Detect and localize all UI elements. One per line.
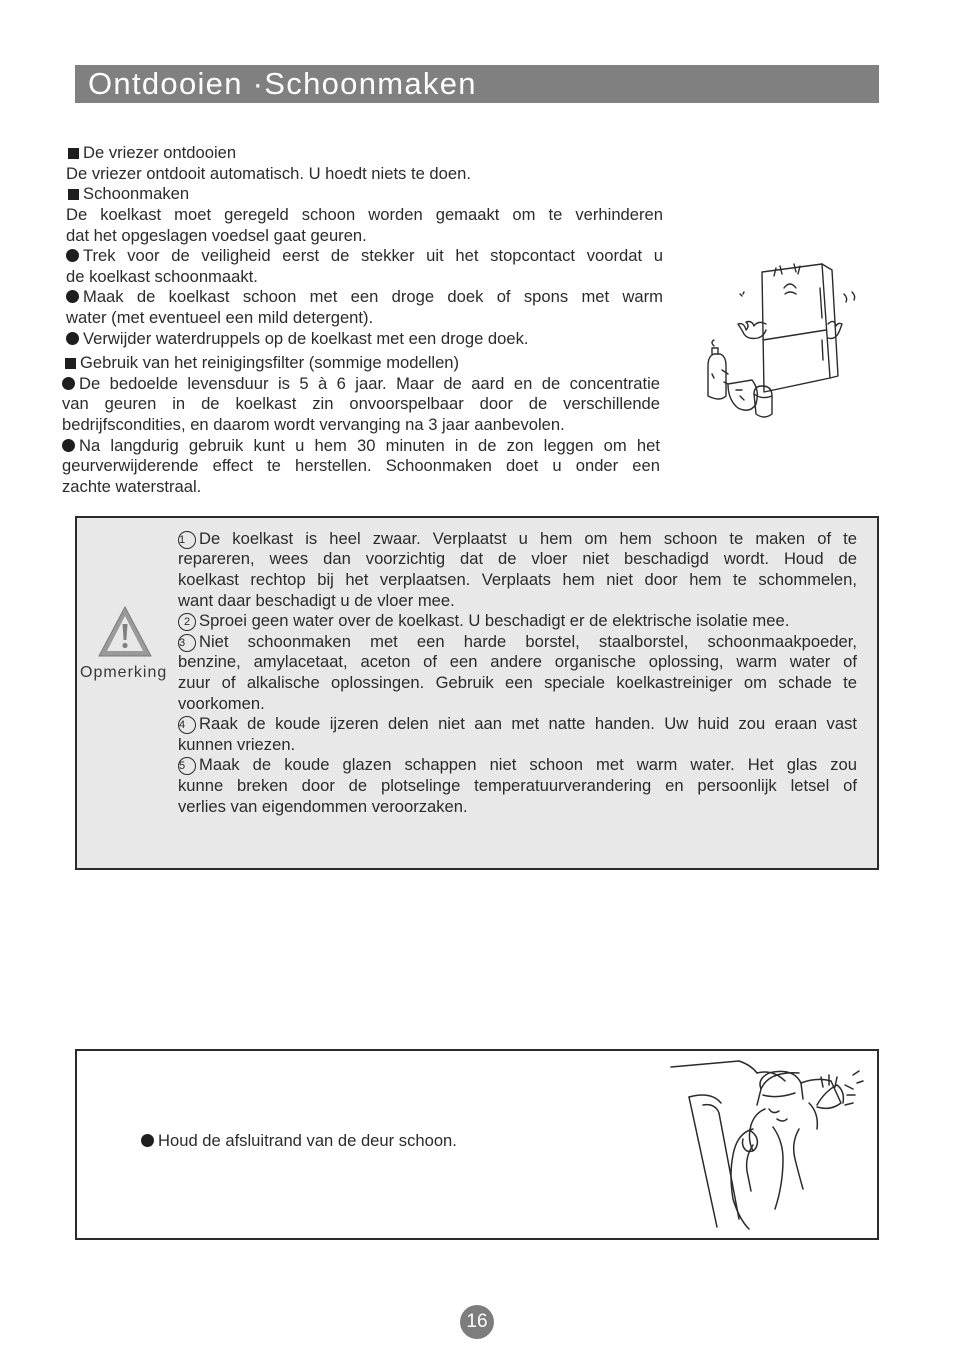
round-bullet-icon [62, 377, 75, 390]
filter-heading: Gebruik van het reinigingsfilter (sommige modellen) [65, 353, 459, 374]
circled-number-2: 2 [178, 613, 196, 631]
warning-item-3-line-3: zuur of alkalische oplossingen. Gebruik een speciale koelkastreiniger om schade te [178, 673, 857, 692]
warning-item-5-line-1: 5 Maak de koude glazen schappen niet schoon met warm water. Het glas zou [179, 755, 857, 774]
round-bullet-icon [66, 290, 79, 303]
filter-bullet-2-line-3: zachte waterstraal. [62, 477, 202, 496]
clean-bullet-1-line-1: Trek voor de veiligheid eerst de stekker uit het stopcontact voordat u [66, 246, 663, 267]
clean-intro-2: dat het opgeslagen voedsel gaat geuren. [66, 226, 367, 245]
clean-bullet-3: Verwijder waterdruppels op de koelkast met een droge doek. [66, 329, 529, 350]
filter-bullet-1-line-3: bedrijfscondities, en daarom wordt vervanging na 3 jaar aanbevolen. [62, 415, 565, 434]
round-bullet-icon [66, 249, 79, 262]
warning-item-4-line-2: kunnen vriezen. [178, 735, 296, 754]
warning-item-1-line-1: 1 De koelkast is heel zwaar. Verplaatst u hem om hem schoon te maken of te [179, 529, 857, 548]
warning-item-3-line-1: 3 Niet schoonmaken met een harde borstel, staalborstel, schoonmaakpoeder, [179, 632, 857, 651]
circled-number-5: 5 [178, 757, 196, 775]
circled-number-3: 3 [178, 634, 196, 652]
warning-label: Opmerking [80, 664, 168, 681]
warning-item-1-line-2: repareren, wees dan voorzichtig dat de vloer niet beschadigd wordt. Houd de [178, 549, 857, 568]
warning-item-3-line-2: benzine, amylacetaat, aceton of een andere organische oplossing, warm water of [178, 652, 857, 671]
defrost-heading: De vriezer ontdooien [68, 143, 236, 164]
circled-number-1: 1 [178, 531, 196, 549]
door-seal-box [75, 1049, 879, 1240]
door-seal-cleaning-illustration [669, 1059, 869, 1231]
warning-triangle-icon [97, 604, 153, 660]
door-seal-text: Houd de afsluitrand van de deur schoon. [141, 1131, 457, 1152]
clean-bullet-2-line-1: Maak de koelkast schoon met een droge doek of spons met warm [66, 287, 663, 308]
square-bullet-icon [65, 358, 76, 369]
warning-item-3-line-4: voorkomen. [178, 694, 265, 713]
round-bullet-icon [141, 1134, 154, 1147]
square-bullet-icon [68, 189, 79, 200]
defrost-text: De vriezer ontdooit automatisch. U hoedt niets te doen. [66, 164, 471, 183]
clean-heading: Schoonmaken [68, 184, 189, 205]
square-bullet-icon [68, 148, 79, 159]
warning-box [75, 516, 879, 870]
warning-item-2-line-1: 2 Sproei geen water over de koelkast. U beschadigt er de elektrische isolatie mee. [178, 611, 789, 632]
filter-bullet-2-line-2: geurverwijderende effect te herstellen. Schoonmaken doet u onder een [62, 456, 660, 475]
page-number: 16 [460, 1305, 494, 1339]
filter-bullet-1-line-1: De bedoelde levensduur is 5 à 6 jaar. Maar de aard en de concentratie [62, 374, 660, 395]
round-bullet-icon [62, 439, 75, 452]
clean-bullet-2-line-2: water (met eventueel een mild detergent). [66, 308, 374, 327]
round-bullet-icon [66, 332, 79, 345]
warning-item-5-line-3: verlies van eigendommen veroorzaken. [178, 797, 468, 816]
circled-number-4: 4 [178, 716, 196, 734]
warning-item-5-line-2: kunne breken door de plotselinge temperatuurverandering en persoonlijk letsel of [178, 776, 857, 795]
fridge-cleaning-illustration [698, 258, 863, 428]
warning-item-1-line-4: want daar beschadigt u de vloer mee. [178, 591, 455, 610]
clean-bullet-1-line-2: de koelkast schoonmaakt. [66, 267, 258, 286]
clean-intro-1: De koelkast moet geregeld schoon worden gemaakt om te verhinderen [66, 205, 663, 224]
warning-item-1-line-3: koelkast rechtop bij het verplaatsen. Verplaats hem niet door hem te schommelen, [178, 570, 857, 589]
warning-item-4-line-1: 4 Raak de koude ijzeren delen niet aan met natte handen. Uw huid zou eraan vast [179, 714, 857, 733]
page-title: Ontdooien ·Schoonmaken [75, 65, 879, 103]
filter-bullet-1-line-2: van geuren in de koelkast zin onvoorspelbaar door de verschillende [62, 394, 660, 413]
filter-bullet-2-line-1: Na langdurig gebruik kunt u hem 30 minuten in de zon leggen om het [62, 436, 660, 457]
